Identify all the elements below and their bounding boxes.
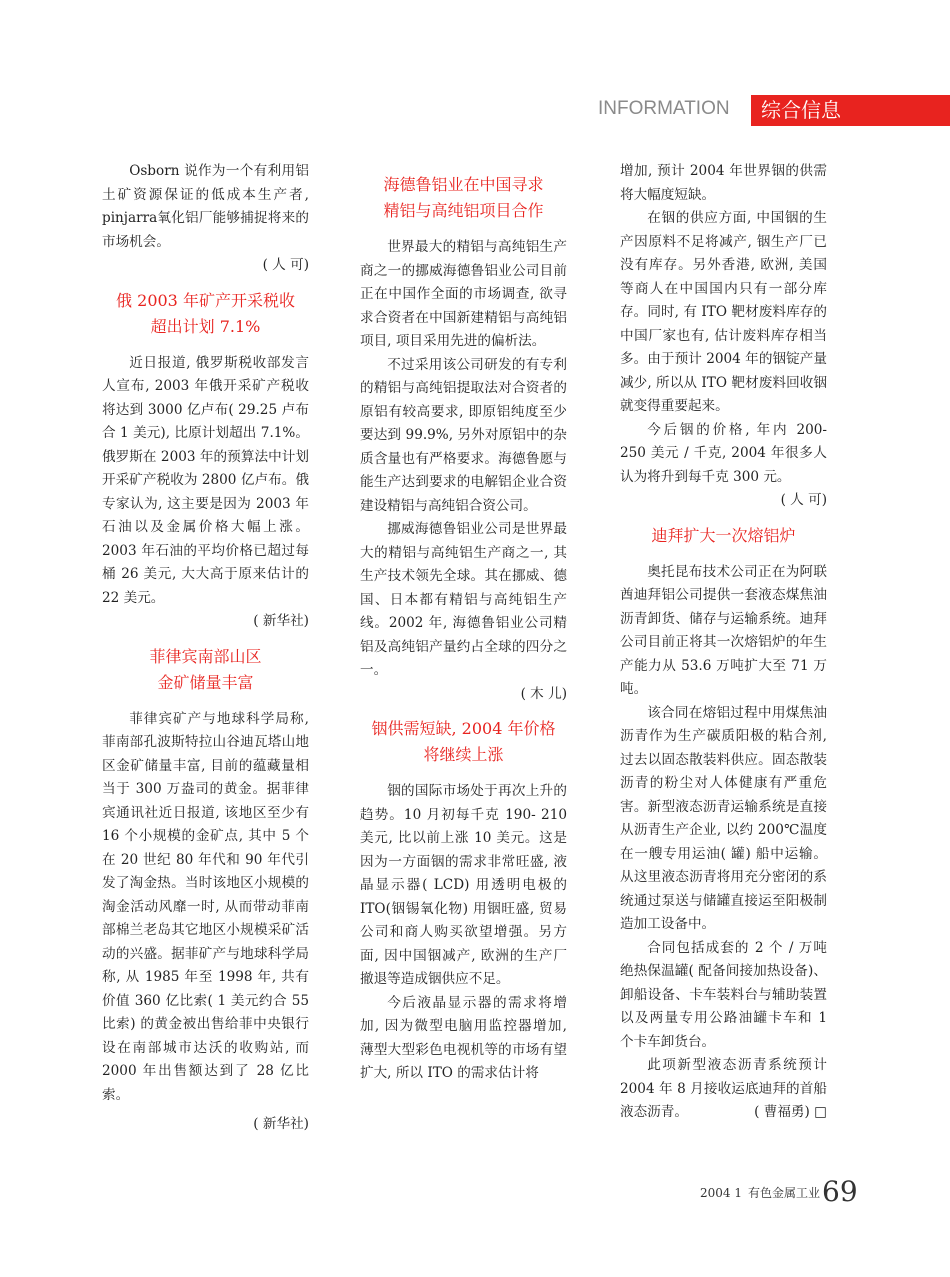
intro-paragraph: Osborn 说作为一个有利用铝土矿资源保证的低成本生产者, pinjarra氧化铝厂能够捕捉将来的市场机会。 (102, 163, 309, 250)
article-paragraph: 合同包括成套的 2 个 / 万吨绝热保温罐( 配备间接加热设备)、卸船设备、卡车装料台与辅助装置以及两量专用公路油罐卡车和 1 个卡车卸货台。 (620, 939, 827, 1050)
article-paragraph: 在铟的供应方面, 中国铟的生产因原料不足将减产, 铟生产厂已没有库存。另外香港, 欧洲, 美国等商人在中国国内只有一部分库存。同时, 有 ITO 靶材废料库存的中国厂家也有, 估计废料库存相当多。由于预计 2004 年的铟锭产量减少, 所以从 ITO 靶材废料回收铟就变得重要起来。 (620, 210, 827, 414)
article-paragraph: 此项新型液态沥青系统预计 2004 年 8 月接收运底迪拜的首船液态沥青。 (620, 1057, 827, 1120)
article-paragraph: 今后液晶显示器的需求将增加, 因为微型电脑用监控器增加, 薄型大型彩色电视机等的市场有望扩大, 所以 ITO 的需求估计将 (360, 994, 567, 1081)
article-paragraph: 世界最大的精铝与高纯铝生产商之一的挪威海德鲁铝业公司目前正在中国作全面的市场调查, 欲寻求合资者在中国新建精铝与高纯铝项目, 项目采用先进的偏析法。 (360, 239, 567, 349)
column-3 (620, 160, 827, 1125)
page-footer (700, 1175, 900, 1208)
article-title-line: 将继续上涨 (423, 745, 504, 764)
article-title-hydro (360, 172, 567, 224)
section-header-english: INFORMATION (598, 98, 730, 119)
article-continuation: 增加, 预计 2004 年世界铟的供需将大幅度短缺。 (620, 163, 827, 203)
article-body: 菲律宾矿产与地球科学局称, 菲南部孔波斯特拉山谷迪瓦塔山地区金矿储量丰富, 目前的蕴藏量相当于 300 万盎司的黄金。据菲律宾通讯社近日报道, 该地区至少有 16 个小规模的金矿点, 其中 5 个在 20 世纪 80 年代和 90 年代引发了淘金热。当时该地区小规模的淘金活动风靡一时, 从而带动菲南部棉兰老岛其它地区小规模采矿活动的兴盛。据菲矿产与地球科学局称, 从 1985 年至 1998 年, 共有价值 360 亿比索( 1 美元约合 55 比索) 的黄金被出售给菲中央银行设在南部城市达沃的收购站, 而 2000 年出售额达到了 28 亿比索。 (102, 710, 309, 1103)
article-title-line: 海德鲁铝业在中国寻求 (383, 175, 544, 194)
article-signature: ( 新华社) (253, 1116, 309, 1132)
article-paragraph: 铟的国际市场处于再次上升的趋势。10 月初每千克 190- 210 美元, 比以前上涨 10 美元。这是因为一方面铟的需求非常旺盛, 液晶显示器( LCD) 用透明电极的 ITO(铟锡氧化物) 用铟旺盛, 贸易公司和商人购买欲望增强。另方面, 因中国铟减产, 欧洲的生产厂撤退等造成铟供应不足。 (360, 783, 567, 987)
article-title-line: 精铝与高纯铝项目合作 (383, 201, 544, 220)
page-number: 69 (822, 1175, 858, 1208)
article-paragraph: 该合同在熔铝过程中用煤焦油沥青作为生产碳质阳极的粘合剂, 过去以固态散装料供应。固态散装沥青的粉尘对人体健康有严重危害。新型液态沥青运输系统是直接从沥青生产企业, 以约 200℃温度在一艘专用运油( 罐) 船中运输。从这里液态沥青将用充分密闭的系统通过泵送与储罐直接运至阳极制造加工设备中。 (620, 704, 827, 932)
article-title-line: 迪拜扩大一次熔铝炉 (651, 525, 796, 545)
article-paragraph: 今后铟的价格, 年内 200- 250 美元 / 千克, 2004 年很多人认为将升到每千克 300 元。 (620, 421, 827, 485)
article-title-line: 俄 2003 年矿产开采税收 (116, 290, 295, 310)
intro-signature: ( 人 可) (262, 257, 309, 273)
article-title-line: 铟供需短缺, 2004 年价格 (371, 719, 556, 738)
article-title-line: 菲律宾南部山区 (149, 646, 262, 666)
article-body: 近日报道, 俄罗斯税收部发言人宣布, 2003 年俄开采矿产税收将达到 3000 亿卢布( 29.25 卢布合 1 美元), 比原计划超出 7.1%。俄罗斯在 2003 年的预算法中计划开采矿产税收为 2800 亿卢布。俄专家认为, 这主要是因为 2003 年石油以及金属价格大幅上涨。2003 年石油的平均价格已超过每桶 26 美元, 大大高于原来估计的 22 美元。 (102, 354, 309, 606)
article-title-philippines-gold (102, 644, 309, 696)
article-signature: ( 木 儿) (520, 685, 567, 702)
article-signature: ( 曹福勇) □ (754, 1104, 827, 1120)
article-title-line: 超出计划 7.1% (150, 316, 261, 336)
issue-number: 2004 1 (700, 1186, 742, 1200)
journal-name: 有色金属工业 (748, 1186, 821, 1200)
column-2 (360, 160, 567, 1086)
section-header-chinese: 综合信息 (751, 95, 950, 126)
article-signature: ( 新华社) (253, 613, 309, 629)
column-1 (102, 160, 309, 1137)
article-paragraph: 挪威海德鲁铝业公司是世界最大的精铝与高纯铝生产商之一, 其生产技术领先全球。其在挪威、德国、日本都有精铝与高纯铝生产线。2002 年, 海德鲁铝业公司精铝及高纯铝产量约占全球的四分之一。 (360, 521, 567, 678)
article-signature: ( 人 可) (780, 492, 827, 508)
article-title-line: 金矿储量丰富 (157, 672, 254, 692)
article-title-russia-tax (102, 288, 309, 340)
article-title-dubai (620, 523, 827, 549)
article-paragraph: 奥托昆布技术公司正在为阿联酋迪拜铝公司提供一套液态煤焦油沥青卸货、储存与运输系统。迪拜公司目前正将其一次熔铝炉的年生产能力从 53.6 万吨扩大至 71 万吨。 (620, 563, 827, 697)
article-paragraph: 不过采用该公司研发的有专利的精铝与高纯铝提取法对合资者的原铝有较高要求, 即原铝纯度至少要达到 99.9%, 另外对原铝中的杂质含量也有严格要求。海德鲁愿与能生产达到要求的电解铝企业合资建设精铝与高纯铝合资公司。 (360, 356, 567, 514)
article-title-indium (360, 716, 567, 768)
